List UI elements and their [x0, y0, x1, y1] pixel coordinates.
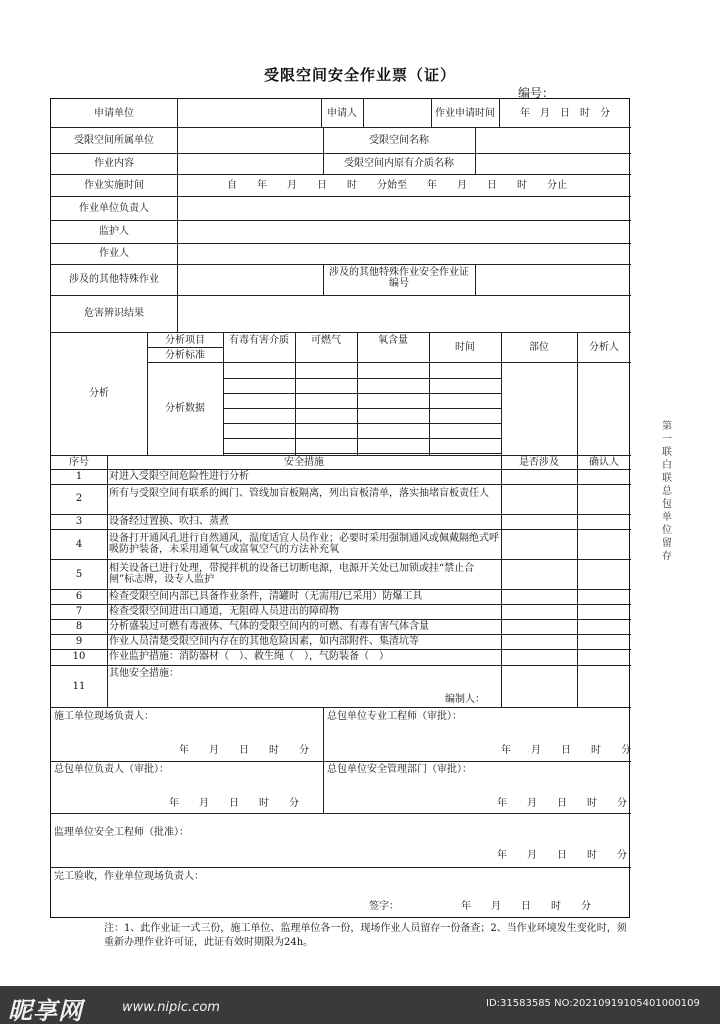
space-unit-label: 受限空间所属单位 — [74, 135, 154, 146]
measure-no-header: 序号 — [69, 457, 89, 468]
measure-text: 设备打开通风孔进行自然通风，温度适宜人员作业；必要时采用强制通风或佩戴隔绝式呼吸防护装备，未采用通氧气或富氧空气的方法补充氧 — [109, 533, 499, 555]
work-time-range: 自 年 月 日 时 分始至 年 月 日 时 分止 — [227, 180, 567, 191]
apply-time-label: 作业申请时间 — [435, 108, 495, 119]
analysis-time-header: 时间 — [455, 342, 475, 353]
measure-text: 检查受限空间内部已具备作业条件，清罐时（无需用/已采用）防爆工具 — [109, 591, 423, 602]
apply-time-value: 年 月 日 时 分 — [520, 108, 610, 119]
work-content-label: 作业内容 — [94, 158, 134, 169]
watermark-url: www.nipic.com — [122, 1000, 220, 1015]
analysis-location-header: 部位 — [529, 342, 549, 353]
measure-text: 作业监护措施：消防器材（ ）、救生绳（ ），气防装备（ ） — [109, 651, 389, 662]
gc-safety-date: 年 月 日 时 分 — [497, 798, 627, 809]
analyst-header: 分析人 — [589, 342, 619, 353]
gc-safety-label: 总包单位安全管理部门（审批）： — [327, 764, 472, 775]
supervisor-date: 年 月 日 时 分 — [497, 850, 627, 861]
confirmer-header: 确认人 — [589, 457, 619, 468]
toxic-medium-header: 有毒有害介质 — [229, 335, 289, 346]
measure-text: 其他安全措施： — [109, 668, 179, 679]
worker-label: 作业人 — [99, 248, 129, 259]
measure-no: 5 — [75, 569, 83, 580]
watermark-id: ID:31583585 NO:20210919105401000109 — [486, 998, 700, 1009]
work-leader-label: 作业单位负责人 — [79, 203, 149, 214]
measure-text: 检查受限空间进出口通道，无阻碍人员进出的障碍物 — [109, 606, 339, 617]
measure-text: 设备经过置换、吹扫、蒸煮 — [109, 516, 229, 527]
measure-no: 2 — [75, 493, 83, 504]
watermark-logo: 昵享网 — [8, 997, 83, 1025]
measure-text: 分析盛装过可燃有毒液体、气体的受限空间内的可燃、有毒有害气体含量 — [109, 621, 429, 632]
other-special-label: 涉及的其他特殊作业 — [69, 274, 159, 285]
flammable-gas-header: 可燃气 — [311, 335, 341, 346]
permit-form — [50, 98, 630, 918]
gc-engineer-label: 总包单位专业工程师（审批）： — [327, 711, 462, 722]
analysis-standard-label: 分析标准 — [165, 350, 205, 361]
hazard-label: 危害辨识结果 — [84, 308, 144, 319]
copy-note-vertical: 第一联 白联 总包单位留存 — [662, 421, 682, 562]
original-medium-label: 受限空间内原有介质名称 — [344, 158, 454, 169]
measure-no: 3 — [75, 516, 83, 527]
measure-no: 11 — [72, 681, 86, 692]
space-name-label: 受限空间名称 — [369, 135, 429, 146]
analysis-data-label: 分析数据 — [165, 403, 205, 414]
footnote: 注：1、此作业证一式三份，施工单位、监理单位各一份，现场作业人员留存一份备查；2、当作业环境发生变化时，须重新办理作业许可证，此证有效时期限为24h。 — [104, 923, 627, 948]
measure-text: 所有与受限空间有联系的阀门、管线加盲板隔离，列出盲板清单，落实抽堵盲板责任人 — [109, 488, 489, 499]
measure-no: 6 — [75, 591, 83, 602]
compiler-label: 编制人： — [445, 694, 485, 705]
document-title: 受限空间安全作业票（证） — [263, 66, 456, 84]
applicant-label: 申请人 — [327, 108, 357, 119]
measure-no: 7 — [75, 606, 83, 617]
apply-unit-label: 申请单位 — [94, 108, 134, 119]
measure-no: 10 — [72, 651, 86, 662]
measure-no: 4 — [75, 539, 83, 550]
measure-text: 作业人员清楚受限空间内存在的其他危险因素，如内部附件、集渣坑等 — [109, 636, 419, 647]
work-time-label: 作业实施时间 — [84, 180, 144, 191]
gc-engineer-date: 年 月 日 时 分 — [501, 745, 631, 756]
measure-text: 相关设备已进行处理，带搅拌机的设备已切断电源，电源开关处已加锁或挂“禁止合闸”标志牌，设专人监护 — [109, 563, 475, 585]
analysis-item-label: 分析项目 — [165, 335, 205, 346]
supervisor-label: 监理单位安全工程师（批准）： — [54, 827, 189, 838]
measure-no: 1 — [75, 471, 83, 482]
serial-number-label: 编号： — [518, 86, 555, 100]
analysis-label: 分析 — [89, 388, 109, 399]
involved-header: 是否涉及 — [519, 457, 559, 468]
measure-text: 对进入受限空间危险性进行分析 — [109, 471, 249, 482]
gc-leader-label: 总包单位负责人（审批）： — [54, 764, 169, 775]
measure-no: 8 — [75, 621, 83, 632]
measure-no: 9 — [75, 636, 83, 647]
signature-label: 签字： — [369, 901, 399, 912]
other-cert-label: 涉及的其他特殊作业安全作业证编号 — [329, 267, 469, 289]
completion-date: 年 月 日 时 分 — [461, 901, 591, 912]
completion-label: 完工验收，作业单位现场负责人： — [54, 871, 204, 882]
measures-header: 安全措施 — [284, 457, 324, 468]
gc-leader-date: 年 月 日 时 分 — [169, 798, 299, 809]
site-leader-label: 施工单位现场负责人： — [54, 711, 154, 722]
site-leader-date: 年 月 日 时 分 — [179, 745, 309, 756]
oxygen-header: 氧含量 — [378, 335, 408, 346]
guardian-label: 监护人 — [99, 226, 129, 237]
